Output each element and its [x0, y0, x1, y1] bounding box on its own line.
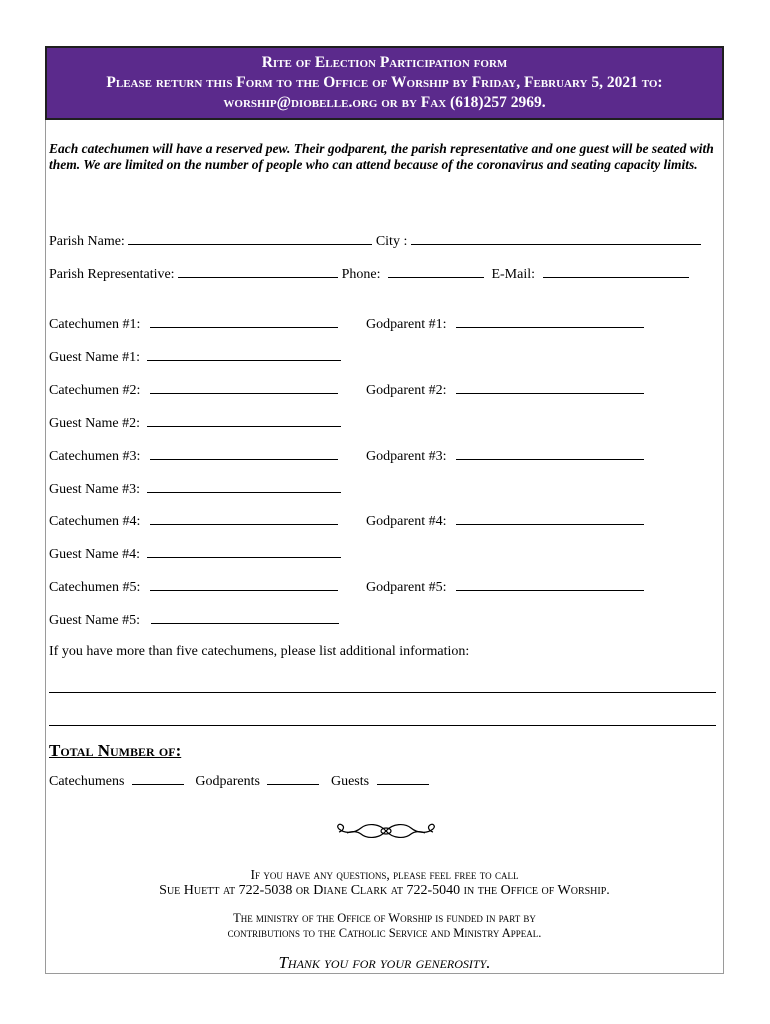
parish-name-field[interactable]	[128, 232, 372, 245]
catechumen-2-row	[49, 381, 338, 399]
guest-4-field[interactable]	[147, 545, 341, 558]
guest-3-label: Guest Name #3:	[49, 482, 140, 497]
ministry-line-2: contributions to the Catholic Service and Ministry Appeal.	[227, 926, 542, 940]
guest-5-field[interactable]	[151, 611, 339, 624]
email-label: E-Mail:	[491, 267, 536, 282]
godparent-5-field[interactable]	[456, 578, 644, 591]
guest-5-label: Guest Name #5:	[49, 613, 140, 628]
guest-4-row	[49, 545, 341, 563]
godparent-3-field[interactable]	[456, 447, 644, 460]
additional-info-line-2[interactable]	[49, 725, 716, 726]
email-field[interactable]	[543, 265, 689, 278]
city-field[interactable]	[411, 232, 701, 245]
catechumen-1-row	[49, 315, 338, 333]
catechumens-total-field[interactable]	[132, 772, 184, 785]
additional-info-label: If you have more than five catechumens, please list additional information:	[49, 644, 470, 659]
parish-rep-field[interactable]	[178, 265, 338, 278]
form-title: Rite of Election Participation form	[261, 54, 508, 71]
parish-name-row	[49, 232, 701, 250]
catechumen-3-field[interactable]	[150, 447, 338, 460]
guest-5-row	[49, 611, 339, 629]
guest-3-field[interactable]	[147, 480, 341, 493]
guest-2-label: Guest Name #2:	[49, 416, 140, 431]
godparent-3-label: Godparent #3:	[366, 449, 447, 464]
godparent-2-label: Godparent #2:	[366, 383, 447, 398]
parish-rep-row	[49, 265, 689, 283]
godparent-4-label: Godparent #4:	[366, 514, 447, 529]
godparent-5-row	[366, 578, 644, 596]
guest-2-field[interactable]	[147, 414, 341, 427]
catechumen-1-label: Catechumen #1:	[49, 317, 141, 332]
contact-line: worship@diobelle.org or by Fax (618)257 2969.	[223, 94, 546, 111]
phone-label: Phone:	[341, 267, 381, 282]
guest-4-label: Guest Name #4:	[49, 547, 140, 562]
guest-1-field[interactable]	[147, 348, 341, 361]
catechumen-4-label: Catechumen #4:	[49, 514, 141, 529]
godparent-1-row	[366, 315, 644, 333]
godparents-total-field[interactable]	[267, 772, 319, 785]
godparent-1-label: Godparent #1:	[366, 317, 447, 332]
return-instructions: Please return this Form to the Office of Worship by Friday, February 5, 2021 to:	[106, 74, 663, 91]
catechumen-5-field[interactable]	[150, 578, 338, 591]
catechumens-total-label: Catechumens	[49, 774, 125, 789]
questions-line-1: If you have any questions, please feel free to call	[250, 867, 519, 882]
guest-2-row	[49, 414, 341, 432]
godparent-5-label: Godparent #5:	[366, 580, 447, 595]
totals-title: Total Number of:	[49, 741, 182, 760]
catechumen-1-field[interactable]	[150, 315, 338, 328]
godparent-2-field[interactable]	[456, 381, 644, 394]
thank-you-text: Thank you for your generosity.	[278, 953, 491, 972]
additional-info-line-1[interactable]	[49, 692, 716, 693]
catechumen-4-row	[49, 512, 338, 530]
intro-text: Each catechumen will have a reserved pew. Their godparent, the parish representative and one guest will be seated with them. We are limited on the number of people who can attend because of the coronavirus and seating capacity limits.	[49, 141, 714, 172]
flourish-ornament-icon	[333, 820, 439, 842]
guest-1-label: Guest Name #1:	[49, 350, 140, 365]
header-banner	[45, 46, 724, 120]
catechumen-3-label: Catechumen #3:	[49, 449, 141, 464]
parish-rep-label: Parish Representative:	[49, 267, 175, 282]
catechumen-5-row	[49, 578, 338, 596]
ministry-line-1: The ministry of the Office of Worship is funded in part by	[233, 911, 536, 925]
catechumen-2-label: Catechumen #2:	[49, 383, 141, 398]
godparent-1-field[interactable]	[456, 315, 644, 328]
godparent-2-row	[366, 381, 644, 399]
parish-name-label: Parish Name:	[49, 234, 125, 249]
guest-3-row	[49, 480, 341, 498]
guests-total-label: Guests	[330, 774, 370, 789]
catechumen-5-label: Catechumen #5:	[49, 580, 141, 595]
godparent-4-row	[366, 512, 644, 530]
phone-field[interactable]	[388, 265, 484, 278]
guest-1-row	[49, 348, 341, 366]
questions-line-2: Sue Huett at 722-5038 or Diane Clark at 722-5040 in the Office of Worship.	[159, 883, 610, 898]
guests-total-field[interactable]	[377, 772, 429, 785]
godparents-total-label: Godparents	[195, 774, 260, 789]
totals-row	[49, 772, 429, 790]
catechumen-3-row	[49, 447, 338, 465]
catechumen-4-field[interactable]	[150, 512, 338, 525]
catechumen-2-field[interactable]	[150, 381, 338, 394]
godparent-4-field[interactable]	[456, 512, 644, 525]
city-label: City :	[375, 234, 408, 249]
godparent-3-row	[366, 447, 644, 465]
